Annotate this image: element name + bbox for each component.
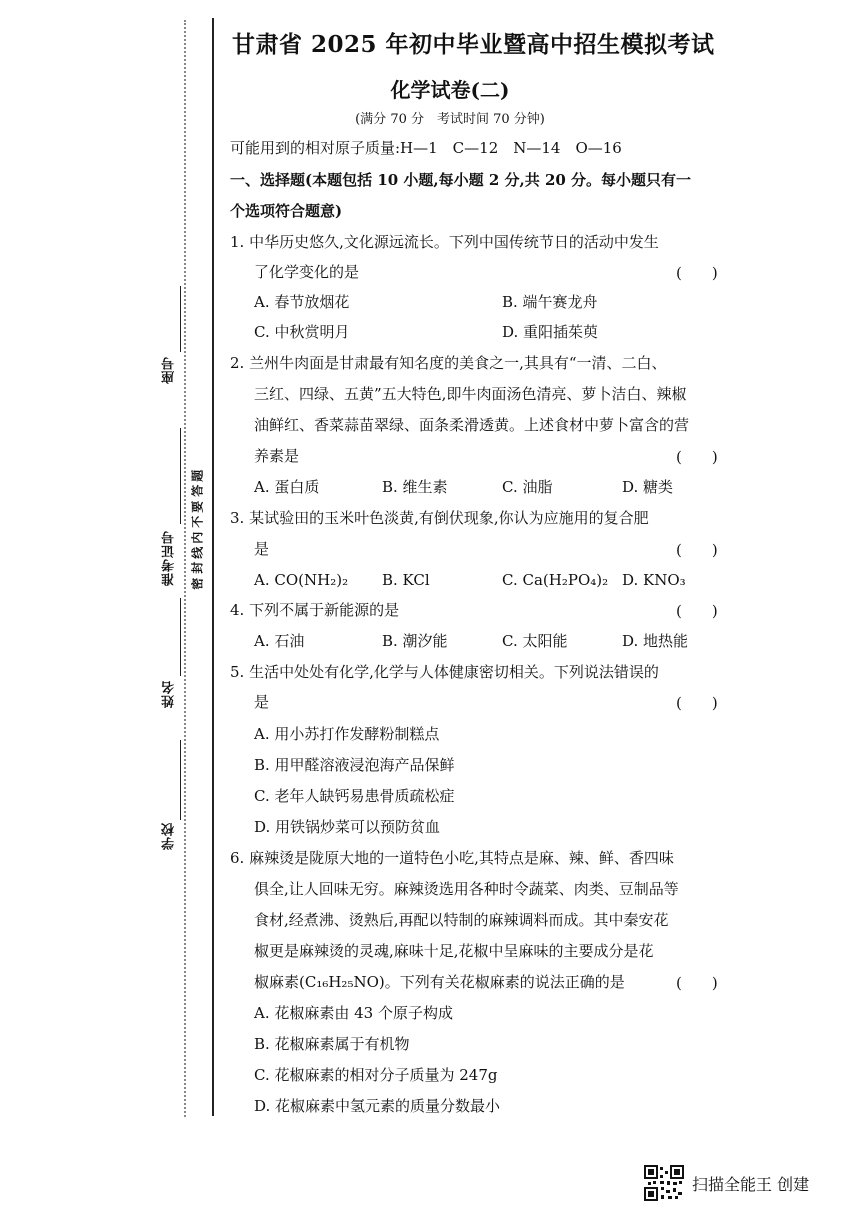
q2-option-b: B. 维生素: [382, 478, 448, 496]
seal-notice-char: 密: [190, 577, 205, 590]
answer-blank-5: ( ): [676, 694, 718, 712]
name-underline: [180, 598, 181, 676]
seal-notice-char: 不: [190, 515, 205, 528]
answer-blank-6: ( ): [676, 974, 718, 992]
question-2-text-cont2: 油鲜红、香菜蒜苗翠绿、面条柔滑透黄。上述食材中萝卜富含的营: [254, 416, 690, 434]
q6-option-c: C. 花椒麻素的相对分子质量为 247g: [254, 1066, 498, 1084]
seal-notice-char: 答: [190, 485, 205, 498]
question-1-text-cont: 了化学变化的是: [254, 263, 360, 281]
question-4-text: 4. 下列不属于新能源的是: [230, 601, 400, 619]
q4-option-b: B. 潮汐能: [382, 632, 448, 650]
q4-option-a: A. 石油: [254, 632, 305, 650]
seat-underline: [180, 286, 181, 352]
seat-label: 座号: [162, 356, 177, 384]
q2-option-d: D. 糖类: [622, 478, 674, 496]
admission-underline: [180, 428, 181, 524]
qr-code-icon: [644, 1165, 684, 1201]
answer-blank-3: ( ): [676, 541, 718, 559]
question-2-text: 2. 兰州牛肉面是甘肃最有知名度的美食之一,其具有“一清、二白、: [230, 354, 667, 372]
answer-blank-2: ( ): [676, 448, 718, 466]
question-6-text: 6. 麻辣烫是陇原大地的一道特色小吃,其特点是麻、辣、鲜、香四味: [230, 849, 674, 867]
name-label: 姓名: [162, 680, 177, 708]
binding-dotted-line: [184, 20, 186, 1117]
question-6-text-cont: 俱全,让人回味无穷。麻辣烫选用各种时令蔬菜、肉类、豆制品等: [254, 880, 679, 898]
admission-label: 准考证号: [162, 530, 177, 586]
section-heading-cont: 个选项符合题意): [230, 202, 343, 220]
q5-option-b: B. 用甲醛溶液浸泡海产品保鲜: [254, 756, 455, 774]
q6-option-b: B. 花椒麻素属于有机物: [254, 1035, 410, 1053]
q6-option-d: D. 花椒麻素中氢元素的质量分数最小: [254, 1097, 501, 1115]
question-3-text: 3. 某试验田的玉米叶色淡黄,有倒伏现象,你认为应施用的复合肥: [230, 509, 649, 527]
q1-option-a: A. 春节放烟花: [254, 293, 350, 311]
question-5-text: 5. 生活中处处有化学,化学与人体健康密切相关。下列说法错误的: [230, 663, 659, 681]
q5-option-a: A. 用小苏打作发酵粉制糕点: [254, 725, 440, 743]
exam-title: 甘肃省 2025 年初中毕业暨高中招生模拟考试: [232, 31, 715, 58]
question-6-text-cont2: 食材,经煮沸、烫熟后,再配以特制的麻辣调料而成。其中秦安花: [254, 911, 669, 929]
question-6-text-cont4: 椒麻素(C₁₆H₂₅NO)。下列有关花椒麻素的说法正确的是: [254, 973, 625, 991]
q6-option-a: A. 花椒麻素由 43 个原子构成: [254, 1004, 453, 1022]
q1-option-d: D. 重阳插茱萸: [502, 323, 599, 341]
exam-subtitle: 化学试卷(二): [390, 78, 510, 102]
school-label: 学校: [162, 822, 177, 850]
question-2-text-cont: 三红、四绿、五黄”五大特色,即牛肉面汤色清亮、萝卜洁白、辣椒: [254, 385, 687, 403]
question-1-text: 1. 中华历史悠久,文化源远流长。下列中国传统节日的活动中发生: [230, 233, 659, 251]
q4-option-d: D. 地热能: [622, 632, 689, 650]
q5-option-c: C. 老年人缺钙易患骨质疏松症: [254, 787, 455, 805]
question-5-text-cont: 是: [254, 693, 270, 711]
binding-solid-line: [212, 18, 214, 1116]
seal-notice-char: 要: [190, 500, 205, 513]
seal-notice-char: 线: [190, 546, 205, 559]
seal-notice-char: 封: [190, 562, 205, 575]
question-6-text-cont3: 椒更是麻辣烫的灵魂,麻味十足,花椒中呈麻味的主要成分是花: [254, 942, 654, 960]
atomic-masses: 可能用到的相对原子质量:H—1 C—12 N—14 O—16: [230, 139, 622, 157]
q2-option-a: A. 蛋白质: [254, 478, 320, 496]
q1-option-b: B. 端午赛龙舟: [502, 293, 598, 311]
q3-option-a: A. CO(NH₂)₂: [254, 571, 349, 589]
q3-option-d: D. KNO₃: [622, 571, 686, 589]
seal-notice-char: 内: [190, 531, 205, 544]
q2-option-c: C. 油脂: [502, 478, 553, 496]
section-heading: 一、选择题(本题包括 10 小题,每小题 2 分,共 20 分。每小题只有一: [230, 171, 692, 189]
q4-option-c: C. 太阳能: [502, 632, 568, 650]
exam-info: (满分 70 分 考试时间 70 分钟): [355, 112, 545, 127]
answer-blank-4: ( ): [676, 602, 718, 620]
school-underline: [180, 740, 181, 820]
q5-option-d: D. 用铁锅炒菜可以预防贫血: [254, 818, 441, 836]
q1-option-c: C. 中秋赏明月: [254, 323, 350, 341]
question-3-text-cont: 是: [254, 540, 270, 558]
q3-option-b: B. KCl: [382, 571, 430, 589]
answer-blank-1: ( ): [676, 264, 718, 282]
seal-notice: [190, 468, 206, 591]
question-2-text-cont3: 养素是: [254, 447, 300, 465]
scanner-watermark: 扫描全能王 创建: [692, 1175, 810, 1194]
seal-notice-char: 题: [190, 469, 205, 482]
q3-option-c: C. Ca(H₂PO₄)₂: [502, 571, 609, 589]
